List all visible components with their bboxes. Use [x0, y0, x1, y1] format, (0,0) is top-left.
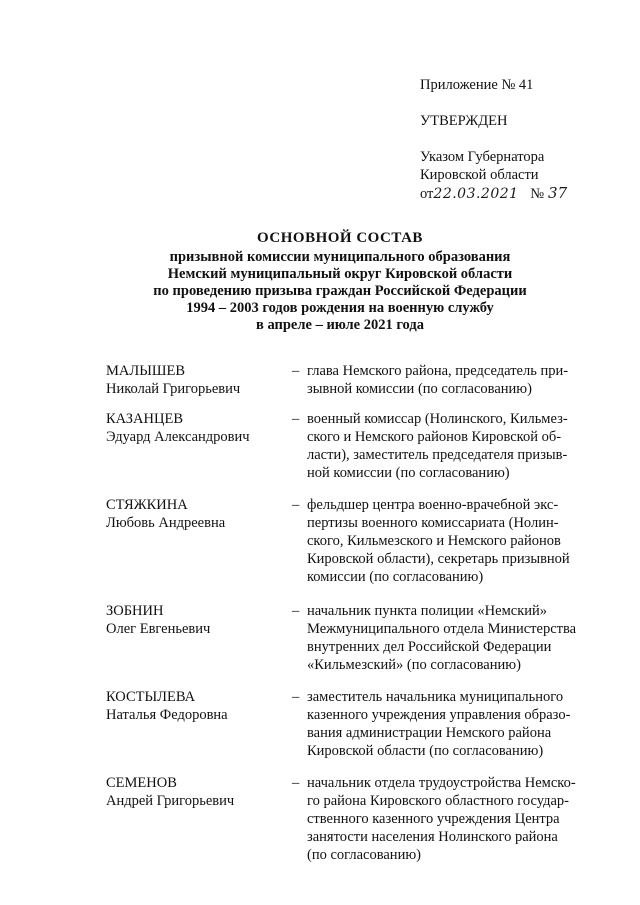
- member-dash: –: [292, 603, 300, 619]
- title-line-5: в апреле – июле 2021 года: [256, 317, 424, 333]
- role-line: внутренних дел Российской Федерации: [307, 639, 552, 655]
- member-role: [307, 410, 597, 482]
- member-given-name: Эдуард Александрович: [106, 429, 250, 445]
- member-role: [307, 688, 597, 760]
- title-line-4: 1994 – 2003 годов рождения на военную службу: [186, 300, 494, 316]
- from-prefix: от: [420, 186, 434, 202]
- role-line: «Кильмезский» (по согласованию): [307, 657, 521, 673]
- member-given-name: Андрей Григорьевич: [106, 793, 235, 809]
- member-surname: СЕМЕНОВ: [106, 775, 177, 791]
- member-given-name: Олег Евгеньевич: [106, 621, 211, 637]
- role-line: (по согласованию): [307, 847, 421, 863]
- role-line: ласти), заместитель председателя призыв-: [307, 447, 568, 463]
- role-line: начальник отдела трудоустройства Немско-: [307, 775, 576, 791]
- handwritten-date: 22.03.2021: [433, 186, 519, 202]
- role-line: ной комиссии (по согласованию): [307, 465, 510, 481]
- role-line: казенного учреждения управления образо-: [307, 707, 571, 723]
- role-line: зывной комиссии (по согласованию): [307, 381, 532, 397]
- member-given-name: Николай Григорьевич: [106, 381, 241, 397]
- member-name: [106, 774, 276, 810]
- role-line: занятости населения Нолинского района: [307, 829, 558, 845]
- role-line: пертизы военного комиссариата (Нолин-: [307, 515, 559, 531]
- member-given-name: Любовь Андреевна: [106, 515, 226, 531]
- appendix-number: Приложение № 41: [420, 77, 534, 93]
- member-surname: КАЗАНЦЕВ: [106, 411, 183, 427]
- role-line: Межмуниципального отдела Министерства: [307, 621, 577, 637]
- role-line: Кировской области (по согласованию): [307, 743, 544, 759]
- role-line: ского, Кильмезского и Немского районов: [307, 533, 561, 549]
- member-surname: МАЛЫШЕВ: [106, 363, 185, 379]
- member-role: [307, 774, 597, 864]
- approved-label: УТВЕРЖДЕН: [420, 113, 508, 129]
- member-name: [106, 362, 276, 398]
- role-line: начальник пункта полиции «Немский»: [307, 603, 548, 619]
- role-line: фельдшер центра военно-врачебной экс-: [307, 497, 559, 513]
- title-main: ОСНОВНОЙ СОСТАВ: [257, 230, 423, 246]
- member-role: [307, 496, 597, 586]
- member-dash: –: [292, 689, 300, 705]
- member-dash: –: [292, 775, 300, 791]
- member-surname: ЗОБНИН: [106, 603, 164, 619]
- role-line: ственного казенного учреждения Центра: [307, 811, 560, 827]
- role-line: ского и Немского районов Кировской об-: [307, 429, 562, 445]
- title-line-1: призывной комиссии муниципального образования: [169, 249, 511, 265]
- member-role: [307, 362, 597, 398]
- member-name: [106, 602, 276, 638]
- decree-line-1: Указом Губернатора: [420, 149, 545, 165]
- role-line: вания администрации Немского района: [307, 725, 552, 741]
- member-surname: КОСТЫЛЕВА: [106, 689, 196, 705]
- member-given-name: Наталья Федоровна: [106, 707, 228, 723]
- member-name: [106, 688, 276, 724]
- role-line: заместитель начальника муниципального: [307, 689, 564, 705]
- decree-date-line: [420, 184, 620, 203]
- role-line: Кировской области), секретарь призывной: [307, 551, 570, 567]
- role-line: комиссии (по согласованию): [307, 569, 484, 585]
- title-line-3: по проведению призыва граждан Российской Федерации: [153, 283, 527, 299]
- member-name: [106, 496, 276, 532]
- member-dash: –: [292, 411, 300, 427]
- document-title: [60, 230, 620, 334]
- member-dash: –: [292, 497, 300, 513]
- number-prefix: №: [530, 186, 545, 202]
- member-surname: СТЯЖКИНА: [106, 497, 188, 513]
- decree-line-2: Кировской области: [420, 167, 539, 183]
- member-dash: –: [292, 363, 300, 379]
- role-line: го района Кировского областного государ-: [307, 793, 569, 809]
- handwritten-number: 37: [548, 184, 568, 202]
- member-role: [307, 602, 597, 674]
- role-line: глава Немского района, председатель при-: [307, 363, 569, 379]
- member-name: [106, 410, 276, 446]
- title-line-2: Немский муниципальный округ Кировской области: [167, 266, 513, 282]
- role-line: военный комиссар (Нолинского, Кильмез-: [307, 411, 568, 427]
